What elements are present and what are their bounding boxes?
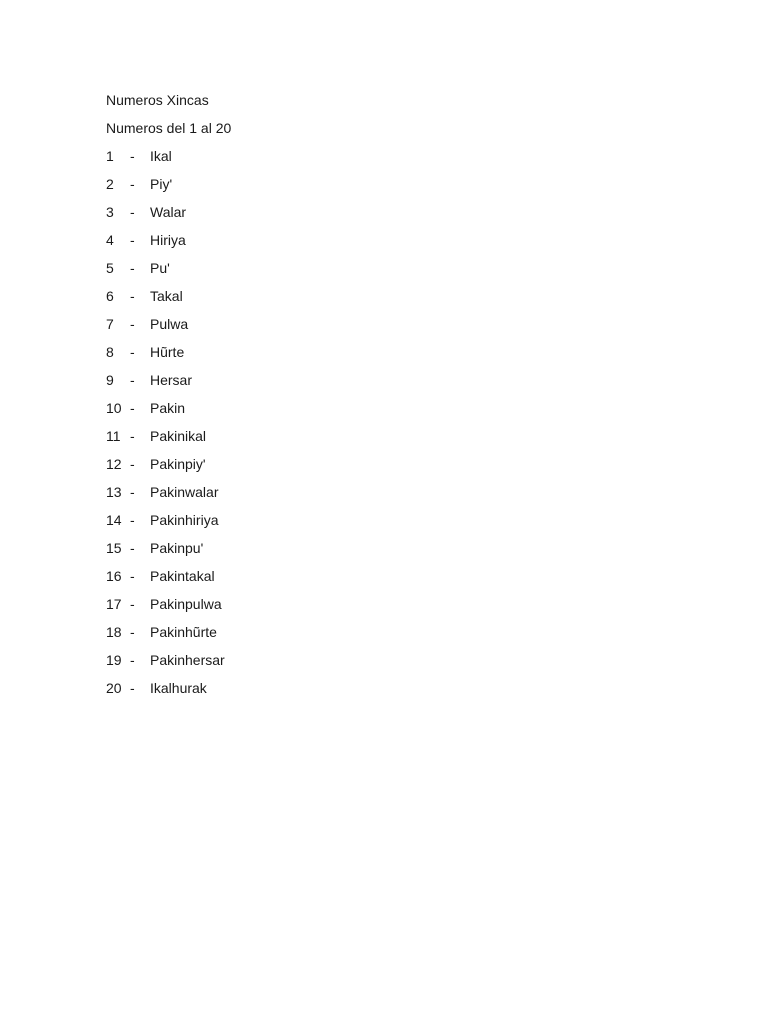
list-item-word: Pakinpulwa [150, 596, 222, 612]
list-item-word: Pakinhersar [150, 652, 225, 668]
list-item [106, 397, 231, 425]
list-item [106, 313, 231, 341]
list-item-word: Pakin [150, 400, 186, 416]
list-item-word: Pakinpu' [150, 540, 204, 556]
list-item-number: 16 [106, 568, 122, 584]
list-item-word: Pakintakal [150, 568, 215, 584]
list-item-separator: - [130, 148, 135, 164]
list-item-number: 9 [106, 372, 114, 388]
list-item [106, 649, 231, 677]
list-item [106, 453, 231, 481]
list-item-number: 17 [106, 596, 122, 612]
document-subtitle: Numeros del 1 al 20 [106, 120, 232, 136]
list-item [106, 145, 231, 173]
list-item-number: 5 [106, 260, 114, 276]
list-item [106, 593, 231, 621]
list-item [106, 369, 231, 397]
list-item-separator: - [130, 344, 135, 360]
list-item-number: 2 [106, 176, 114, 192]
list-item-number: 4 [106, 232, 114, 248]
list-item-word: Pakinhiriya [150, 512, 219, 528]
list-item-separator: - [130, 428, 135, 444]
list-item-word: Pu' [150, 260, 170, 276]
list-item-separator: - [130, 400, 135, 416]
list-item-number: 10 [106, 400, 122, 416]
list-item-number: 19 [106, 652, 122, 668]
list-item-separator: - [130, 568, 135, 584]
list-item-word: Hũrte [150, 344, 185, 360]
document-content [106, 89, 231, 705]
list-item-number: 15 [106, 540, 122, 556]
list-item-separator: - [130, 596, 135, 612]
list-item-separator: - [130, 512, 135, 528]
list-item-number: 18 [106, 624, 122, 640]
list-item-separator: - [130, 680, 135, 696]
list-item-separator: - [130, 316, 135, 332]
list-item [106, 425, 231, 453]
list-item-number: 11 [106, 428, 121, 444]
list-item-number: 13 [106, 484, 122, 500]
list-item [106, 509, 231, 537]
list-item-number: 1 [106, 148, 114, 164]
list-item-word: Pakinikal [150, 428, 207, 444]
list-item-word: Piy' [150, 176, 173, 192]
list-item [106, 537, 231, 565]
list-item-separator: - [130, 652, 135, 668]
list-item-number: 7 [106, 316, 114, 332]
list-item-separator: - [130, 624, 135, 640]
list-item [106, 677, 231, 705]
list-item-number: 8 [106, 344, 114, 360]
list-item-number: 6 [106, 288, 114, 304]
document-title: Numeros Xincas [106, 92, 209, 108]
list-item-separator: - [130, 204, 135, 220]
list-item-word: Ikalhurak [150, 680, 207, 696]
number-list [106, 145, 231, 705]
list-item [106, 341, 231, 369]
list-item-word: Ikal [150, 148, 172, 164]
list-item-separator: - [130, 260, 135, 276]
list-item-separator: - [130, 176, 135, 192]
list-item-word: Takal [150, 288, 183, 304]
list-item-separator: - [130, 232, 135, 248]
list-item-word: Hersar [150, 372, 193, 388]
list-item-number: 20 [106, 680, 122, 696]
list-item-separator: - [130, 372, 135, 388]
list-item-separator: - [130, 540, 135, 556]
list-item-number: 12 [106, 456, 122, 472]
list-item [106, 285, 231, 313]
list-item-separator: - [130, 288, 135, 304]
list-item [106, 201, 231, 229]
list-item-separator: - [130, 484, 135, 500]
list-item [106, 173, 231, 201]
list-item [106, 229, 231, 257]
list-item-word: Walar [150, 204, 187, 220]
list-item-number: 14 [106, 512, 122, 528]
list-item-word: Pulwa [150, 316, 189, 332]
list-item-word: Pakinhũrte [150, 624, 217, 640]
list-item [106, 481, 231, 509]
list-item [106, 257, 231, 285]
list-item-number: 3 [106, 204, 114, 220]
list-item-word: Hiriya [150, 232, 186, 248]
list-item [106, 565, 231, 593]
list-item-word: Pakinwalar [150, 484, 219, 500]
list-item-separator: - [130, 456, 135, 472]
list-item [106, 621, 231, 649]
list-item-word: Pakinpiy' [150, 456, 206, 472]
